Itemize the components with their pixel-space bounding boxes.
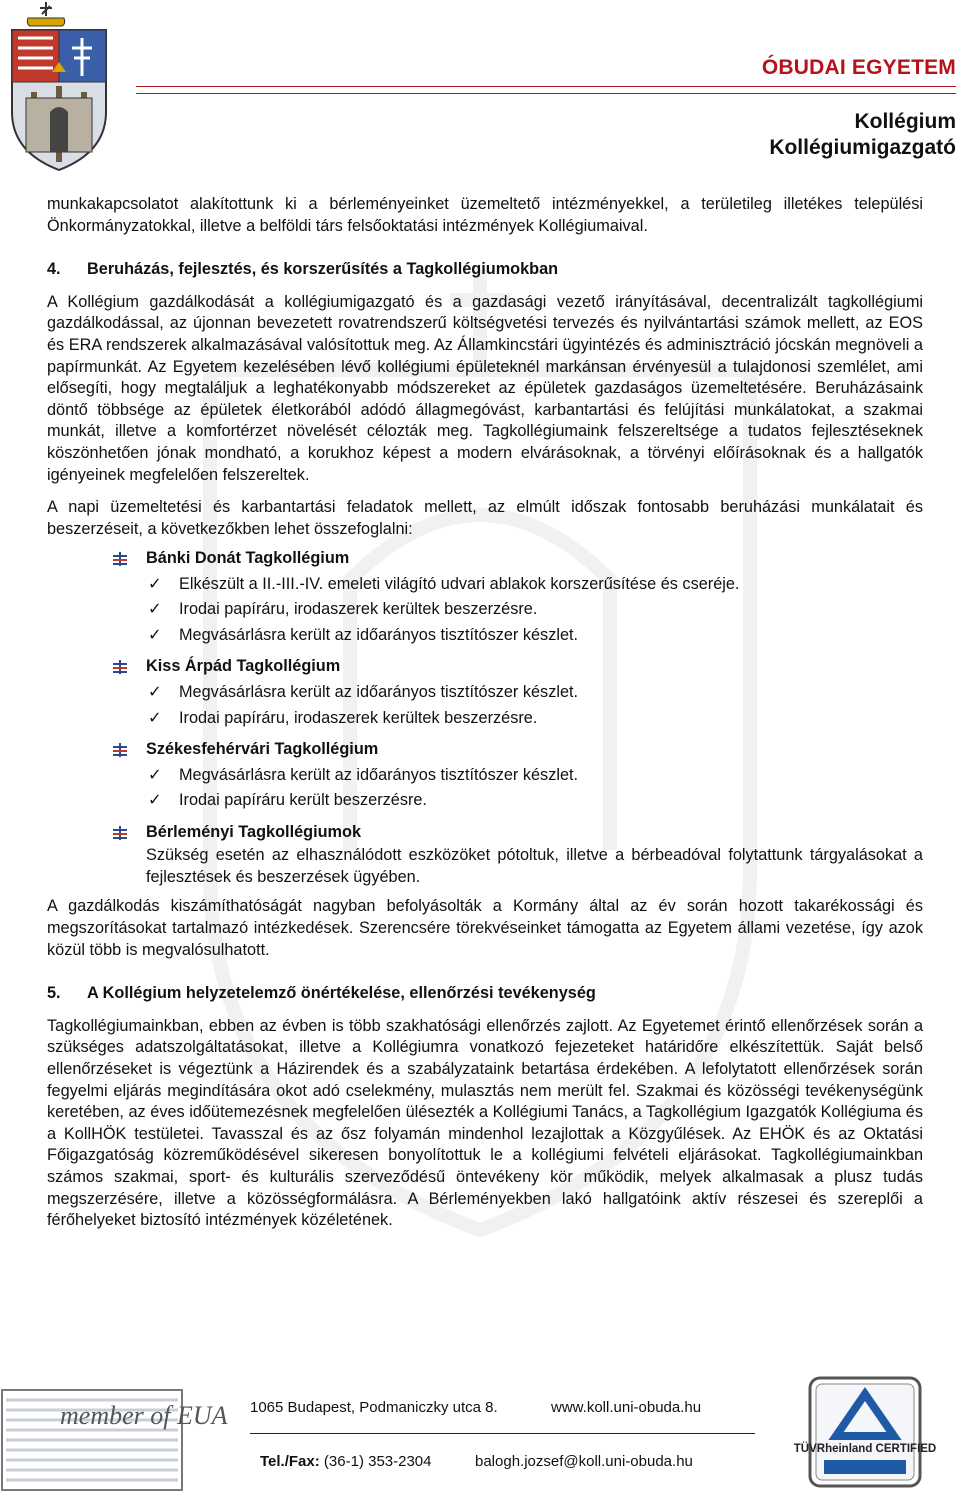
- stacked-bars-bullet-icon: [113, 552, 127, 566]
- list-item: [146, 680, 923, 706]
- stacked-bars-bullet-icon: [113, 660, 127, 674]
- section-5-paragraph: Tagkollégiumainkban, ebben az évben is több szakhatósági ellenőrzés zajlott. Az Egyetemet érintő ellenőrzések során a szükséges adatszolgáltatásokat, illetve a Kollégiumra vonatkozó fejezeteket határidőre elkészítettük. Saját belső ellenőrzéseket is végeztünk a Házirendek és a szabályzataink betartása érdekében. A lefolytatott ellenőrzések során fegyelmi eljárás megindítására okot adó cselekmény, mulasztás nem merült fel. Szakmai és közösségi tevékenységünk keretében, az éves időütemezésnek megfelelően ülésezték a Kollégiumi Tanács, a Tagkollégium Igazgatók Kollégiuma és a KollHÖK testületei. Tavasszal és az ősz folyamán mindenhol lezajlottak a Közgyűlések. Az EHÖK és az Oktatási Főigazgatóság közreműködésével sikeresen bonyolítottuk le a kollégiumi felvételi eljárásokat. Tagkollégiumainkban számos szakmai, sport- és kulturális szerveződésű öntevékeny kör működik, melyek alkalmasak a plusz tudás megszerzésére, illetve a közösségformálásra. A Bérleményekben lakó hallgatóink aktív részesei és szereplői a férőhelyeket biztosító intézmények közéletének.: [47, 1016, 923, 1230]
- list-item-text: Elkészült a II.-III.-IV. emeleti világító udvari ablakok korszerűsítése és cseréje.: [179, 574, 740, 593]
- phone-value: (36-1) 353-2304: [323, 1453, 432, 1470]
- list-item: [146, 597, 923, 623]
- section-4-heading: [47, 259, 923, 281]
- section-4-paragraph-2: A napi üzemeltetési és karbantartási feladatok mellett, az elmúlt időszak fontosabb beruházási munkálatait és beszerzéseit, a következőkben lehet összefoglalni:: [47, 498, 923, 538]
- footer-email-link[interactable]: balogh.jozsef@koll.uni-obuda.hu: [475, 1453, 693, 1470]
- college-items: [146, 572, 923, 649]
- college-block: [47, 656, 923, 731]
- university-crest-logo: [4, 2, 114, 172]
- stacked-bars-bullet-icon: [113, 743, 127, 757]
- tuv-certified-logo: [793, 1376, 937, 1488]
- college-block: [47, 548, 923, 648]
- college-items: [146, 680, 923, 731]
- list-item: [146, 623, 923, 649]
- list-item-text: Megvásárlásra került az időarányos tisztítószer készlet.: [179, 625, 579, 644]
- document-body: [47, 194, 923, 1243]
- phone-label: Tel./Fax:: [260, 1453, 320, 1470]
- checkmark-icon: ✓: [148, 600, 162, 619]
- department-name: Kollégium: [854, 110, 956, 133]
- section-5-heading: [47, 983, 923, 1005]
- list-item-text: Irodai papíráru, irodaszerek kerültek beszerzésre.: [179, 600, 538, 619]
- college-name: Székesfehérvári Tagkollégium: [146, 740, 379, 758]
- section-4-paragraph-3: A gazdálkodás kiszámíthatóságát nagyban befolyásolták a Kormány által az év során hozott takarékossági és megszorításokat tartalmazó intézkedések. Szerencsére törekvéseinket támogatta az Egyetem állami vezetése, így azok közül több is megvalósulhatott.: [47, 897, 923, 959]
- college-description: Szükség esetén az elhasználódott eszközöket pótoltuk, illetve a bérbeadóval folytattunk tárgyalásokat a fejlesztések és beszerzések ügyében.: [146, 846, 923, 886]
- list-item: [146, 763, 923, 789]
- college-block: [47, 822, 923, 889]
- eua-member-logo: [2, 1390, 228, 1490]
- intro-paragraph: munkakapcsolatot alakítottunk ki a bérleményeinket üzemeltető intézményekkel, a területileg illetékes települési Önkormányzatokkal, illetve a belföldi társ felsőoktatási intézmények Kollégiumaival.: [47, 195, 923, 235]
- checkmark-icon: ✓: [148, 683, 162, 701]
- section-5-title: A Kollégium helyzetelemző önértékelése, ellenőrzési tevékenység: [87, 984, 596, 1003]
- college-items: [146, 763, 923, 814]
- section-4-number: 4.: [47, 260, 61, 279]
- checkmark-icon: ✓: [148, 708, 162, 727]
- college-name: Bánki Donát Tagkollégium: [146, 549, 350, 568]
- stacked-bars-bullet-icon: [113, 826, 127, 840]
- checkmark-icon: ✓: [148, 765, 162, 784]
- footer-phone: [260, 1453, 432, 1470]
- checkmark-icon: ✓: [148, 791, 162, 810]
- checkmark-icon: ✓: [148, 625, 162, 644]
- college-block: [47, 739, 923, 814]
- list-item-text: Irodai papíráru került beszerzésre.: [179, 791, 427, 810]
- eua-logo-text: member of EUA: [60, 1401, 228, 1430]
- list-item-text: Megvásárlásra került az időarányos tisztítószer készlet.: [179, 765, 579, 784]
- footer-address: 1065 Budapest, Podmaniczky utca 8.: [250, 1399, 498, 1416]
- list-item: [146, 788, 923, 814]
- list-item: [146, 706, 923, 732]
- college-name: Bérleményi Tagkollégiumok: [146, 822, 362, 841]
- college-name: Kiss Árpád Tagkollégium: [146, 657, 341, 676]
- department-title: Kollégiumigazgató: [769, 136, 956, 159]
- header-rule-bottom: [136, 93, 956, 94]
- tuv-logo-text: TÜVRheinland CERTIFIED: [793, 1443, 937, 1455]
- header-rule-top: [136, 86, 956, 87]
- section-4-paragraph-1: A Kollégium gazdálkodását a kollégiumigazgató és a gazdasági vezető irányításával, decentralizált tagkollégiumi gazdálkodással, az újonnan bevezetett rovatrendszerű költségvetési tervezés és nyilvántartási számok mellett, az EOS és ERA rendszerek alkalmazásával valósítottuk meg. Az Államkincstári ügyintézés és adminisztráció jócskán megnöveli a papírmunkát. Az Egyetem kezelésében lévő kollégiumi épületeknél markánsan érvényesül a tulajdonosi szemlélet, ami elősegíti, hogy megtaláljuk a leghatékonyabb módszereket az épületek gazdaságos üzemeltetésére. Beruházásaink döntő többsége az épületek életkorából adódó állagmegóvást, karbantartási és felújítási munkálatokat, a szakmai munkát, illetve a komfortérzet növelését célozták meg. Tagkollégiumaink felszereltsége a tudatos fejlesztéseknek köszönhetően jónak mondható, a korukhoz képest a modern elvárásoknak, a törvényi előírásoknak és a hallgatók igényeinek megfelelően felszereltek.: [47, 292, 923, 484]
- footer-website-link[interactable]: www.koll.uni-obuda.hu: [551, 1399, 702, 1416]
- checkmark-icon: ✓: [148, 574, 162, 593]
- university-name: ÓBUDAI EGYETEM: [761, 56, 956, 79]
- section-4-title: Beruházás, fejlesztés, és korszerűsítés a Tagkollégiumokban: [87, 260, 559, 279]
- list-item-text: Megvásárlásra került az időarányos tisztítószer készlet.: [179, 683, 579, 701]
- list-item-text: Irodai papíráru, irodaszerek kerültek beszerzésre.: [179, 708, 538, 727]
- footer-rule: [250, 1433, 755, 1434]
- list-item: [146, 572, 923, 598]
- section-5-number: 5.: [47, 984, 61, 1003]
